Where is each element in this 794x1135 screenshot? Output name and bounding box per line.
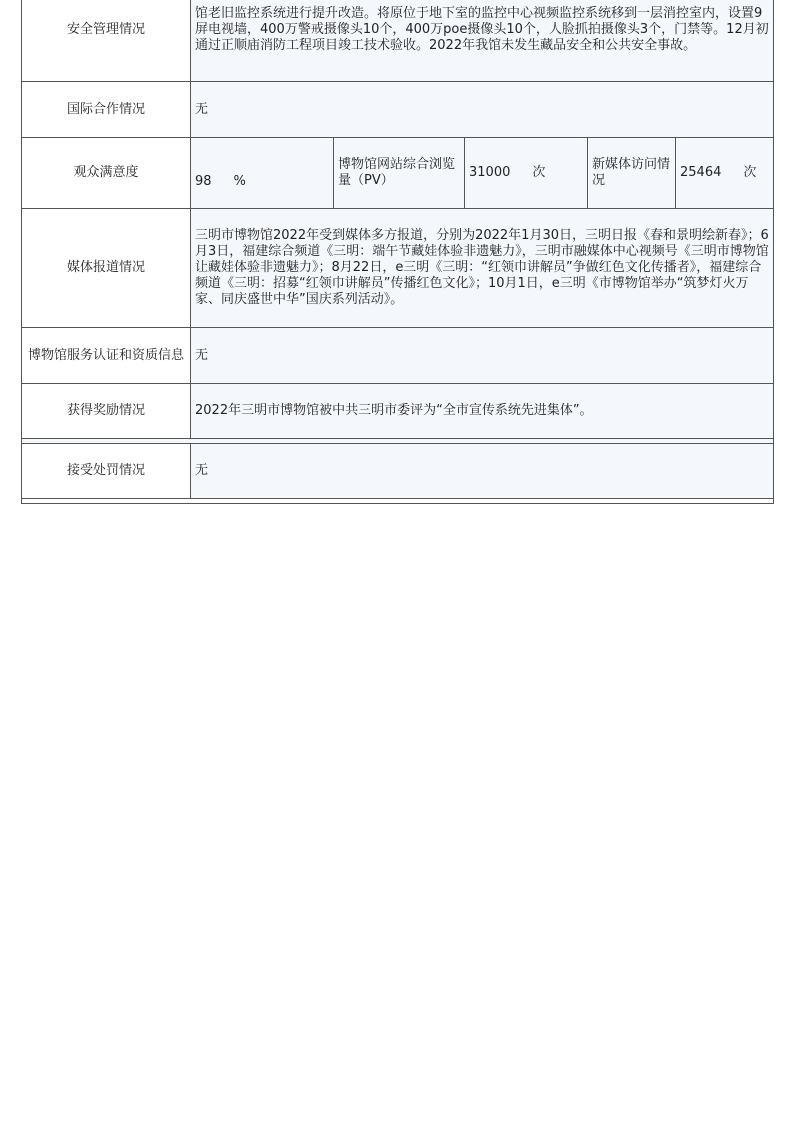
pv-unit: 次 — [532, 165, 546, 180]
cert-label: 博物馆服务认证和资质信息 — [22, 328, 191, 384]
security-value: 馆老旧监控系统进行提升改造。将原位于地下室的监控中心视频监控系统移到一层消控室内，设置9屏电视墙，400万警戒摄像头10个，400万poe摄像头10个，人脸抓拍摄像头3个，门禁等。12月初通过正顺庙消防工程项目竣工技术验收。2022年我馆未发生藏品安全和公共安全事故。 — [191, 0, 774, 82]
awards-value: 2022年三明市博物馆被中共三明市委评为“全市宣传系统先进集体”。 — [191, 384, 774, 439]
penalty-value: 无 — [191, 444, 774, 499]
row-cert — [22, 328, 774, 384]
awards-label: 获得奖励情况 — [22, 384, 191, 439]
satisfaction-label: 观众满意度 — [22, 138, 191, 209]
museum-report-table — [21, 0, 774, 504]
row-penalty — [22, 444, 774, 499]
new-media-value-cell — [676, 138, 774, 209]
cert-value: 无 — [191, 328, 774, 384]
satisfaction-unit: % — [233, 174, 246, 189]
security-label: 安全管理情况 — [22, 0, 191, 82]
new-media-unit: 次 — [743, 165, 757, 180]
pv-value-cell — [465, 138, 588, 209]
media-label: 媒体报道情况 — [22, 209, 191, 328]
row-media — [22, 209, 774, 328]
new-media-value: 25464 — [680, 165, 722, 180]
penalty-label: 接受处罚情况 — [22, 444, 191, 499]
intl-value: 无 — [191, 82, 774, 138]
new-media-label: 新媒体访问情况 — [588, 138, 676, 209]
media-value: 三明市博物馆2022年受到媒体多方报道，分别为2022年1月30日，三明日报《春和景明绘新春》；6月3日，福建综合频道《三明：端午节藏娃体验非遗魅力》，三明市融媒体中心视频号《三明市博物馆让藏娃体验非遗魅力》；8月22日，e三明《三明：“红领巾讲解员”争做红色文化传播者》，福建综合频道《三明：招募“红领巾讲解员”传播红色文化》；10月1日，e三明《市博物馆举办“筑梦灯火万家、同庆盛世中华”国庆系列活动》。 — [191, 209, 774, 328]
row-awards — [22, 384, 774, 439]
satisfaction-value-cell — [191, 138, 334, 209]
row-intl — [22, 82, 774, 138]
row-security — [22, 0, 774, 82]
satisfaction-value: 98 — [195, 174, 212, 189]
row-satisfaction — [22, 138, 774, 209]
pv-label: 博物馆网站综合浏览量（PV） — [334, 138, 465, 209]
row-end-separator — [22, 499, 774, 504]
end-separator-cell — [22, 499, 774, 504]
pv-value: 31000 — [469, 165, 511, 180]
intl-label: 国际合作情况 — [22, 82, 191, 138]
